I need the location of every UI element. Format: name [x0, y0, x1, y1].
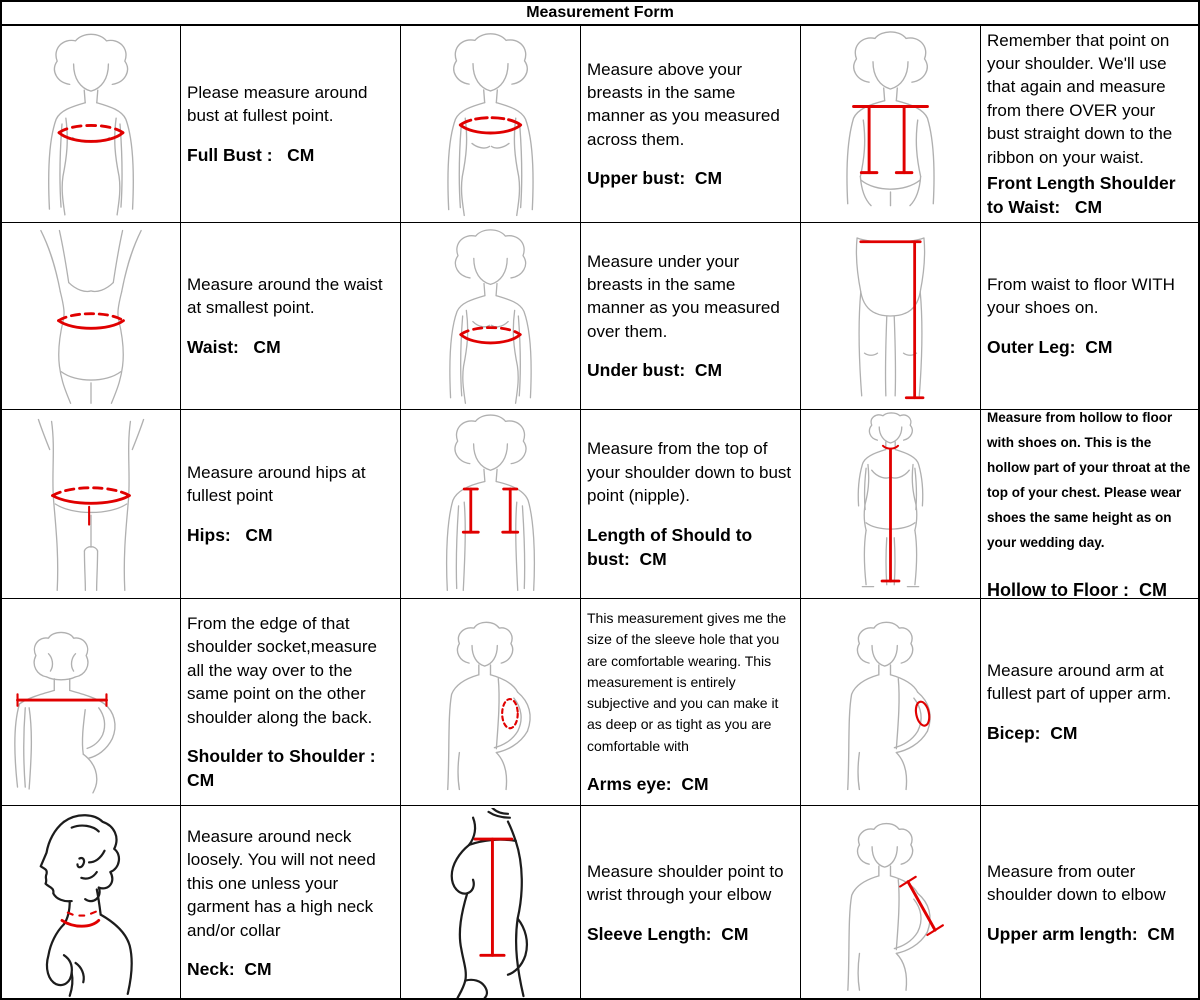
upper-bust-figure	[403, 28, 578, 220]
shoulder-to-bust-figure	[403, 412, 578, 596]
hips-description: Measure around hips at fullest point	[187, 462, 371, 506]
hollow-to-floor-figure	[803, 412, 978, 596]
waist-label: Waist: CM	[187, 336, 281, 357]
bicep-figure	[803, 601, 978, 803]
cell-front-length-text	[981, 26, 1198, 223]
front-length-description: Remember that point on your shoulder. We'll use that again and measure from there OVER your bust straight down to the ribbon on your waist.	[987, 30, 1177, 167]
bicep-description: Measure around arm at fullest part of upper arm.	[987, 660, 1172, 704]
bicep-label: Bicep: CM	[987, 722, 1078, 743]
shoulder-to-shoulder-figure	[4, 601, 178, 803]
cell-shoulder-to-bust-text	[581, 410, 801, 599]
upper-arm-length-description: Measure from outer shoulder down to elbow	[987, 861, 1166, 905]
cell-upper-arm-length-text	[981, 806, 1198, 1000]
arms-eye-label: Arms eye: CM	[587, 773, 709, 794]
arms-eye-figure	[403, 601, 578, 803]
cell-waist-figure	[2, 223, 181, 410]
cell-upper-bust-text	[581, 26, 801, 223]
under-bust-figure	[403, 225, 578, 407]
upper-arm-length-figure	[803, 808, 978, 998]
cell-arms-eye-figure	[401, 599, 581, 806]
front-length-label: Front Length Shoulder to Waist: CM	[987, 173, 1181, 218]
cell-full-bust-text	[181, 26, 401, 223]
cell-sleeve-length-text	[581, 806, 801, 1000]
cell-waist-text	[181, 223, 401, 410]
full-bust-label: Full Bust : CM	[187, 144, 315, 165]
neck-label: Neck: CM	[187, 959, 272, 980]
cell-outer-leg-text	[981, 223, 1198, 410]
cell-hips-text	[181, 410, 401, 599]
cell-shoulder-to-bust-figure	[401, 410, 581, 599]
cell-bicep-text	[981, 599, 1198, 806]
cell-arms-eye-text	[581, 599, 801, 806]
sleeve-length-description: Measure shoulder point to wrist through your elbow	[587, 861, 789, 905]
page-title: Measurement Form	[2, 2, 1198, 26]
under-bust-description: Measure under your breasts in the same manner as you measured over them.	[587, 251, 785, 341]
neck-figure	[4, 808, 178, 998]
cell-under-bust-figure	[401, 223, 581, 410]
outer-leg-description: From waist to floor WITH your shoes on.	[987, 274, 1180, 318]
front-length-figure	[803, 28, 978, 220]
hips-figure	[4, 412, 178, 596]
upper-arm-length-label: Upper arm length: CM	[987, 923, 1175, 944]
cell-upper-bust-figure	[401, 26, 581, 223]
cell-neck-text	[181, 806, 401, 1000]
waist-figure	[4, 225, 178, 407]
cell-outer-leg-figure	[801, 223, 981, 410]
upper-bust-label: Upper bust: CM	[587, 168, 723, 189]
cell-hollow-to-floor-figure	[801, 410, 981, 599]
full-bust-description: Please measure around bust at fullest point.	[187, 82, 373, 126]
shoulder-to-shoulder-description: From the edge of that shoulder socket,measure all the way over to the same point on the other shoulder along the back.	[187, 613, 382, 727]
hips-label: Hips: CM	[187, 524, 273, 545]
shoulder-to-bust-description: Measure from the top of your shoulder down to bust point (nipple).	[587, 439, 796, 506]
cell-front-length-figure	[801, 26, 981, 223]
cell-under-bust-text	[581, 223, 801, 410]
hollow-to-floor-label: Hollow to Floor : CM	[987, 579, 1167, 599]
arms-eye-description: This measurement gives me the size of the sleeve hole that you are comfortable wearing. This measurement is entirely subjective and you can make it as deep or as tight as you are comfortable with	[587, 610, 791, 754]
measurement-grid	[2, 26, 1198, 1000]
cell-shoulder-to-shoulder-text	[181, 599, 401, 806]
cell-hips-figure	[2, 410, 181, 599]
cell-shoulder-to-shoulder-figure	[2, 599, 181, 806]
cell-neck-figure	[2, 806, 181, 1000]
waist-description: Measure around the waist at smallest point.	[187, 274, 388, 318]
neck-description: Measure around neck loosely. You will not need this one unless your garment has a high neck and/or collar	[187, 826, 381, 940]
cell-sleeve-length-figure	[401, 806, 581, 1000]
sleeve-length-label: Sleeve Length: CM	[587, 923, 749, 944]
under-bust-label: Under bust: CM	[587, 360, 723, 381]
outer-leg-figure	[803, 225, 978, 407]
shoulder-to-shoulder-label: Shoulder to Shoulder : CM	[187, 745, 381, 791]
shoulder-to-bust-label: Length of Should to bust: CM	[587, 524, 758, 569]
cell-full-bust-figure	[2, 26, 181, 223]
outer-leg-label: Outer Leg: CM	[987, 336, 1113, 357]
cell-upper-arm-length-figure	[801, 806, 981, 1000]
cell-bicep-figure	[801, 599, 981, 806]
cell-hollow-to-floor-text	[981, 410, 1198, 599]
upper-bust-description: Measure above your breasts in the same manner as you measured across them.	[587, 59, 785, 149]
full-bust-figure	[4, 28, 178, 220]
hollow-to-floor-description: Measure from hollow to floor with shoes on. This is the hollow part of your throat at the top of your chest. Please wear shoes the same height as on your wedding day.	[987, 410, 1195, 550]
sleeve-length-figure	[403, 808, 578, 998]
